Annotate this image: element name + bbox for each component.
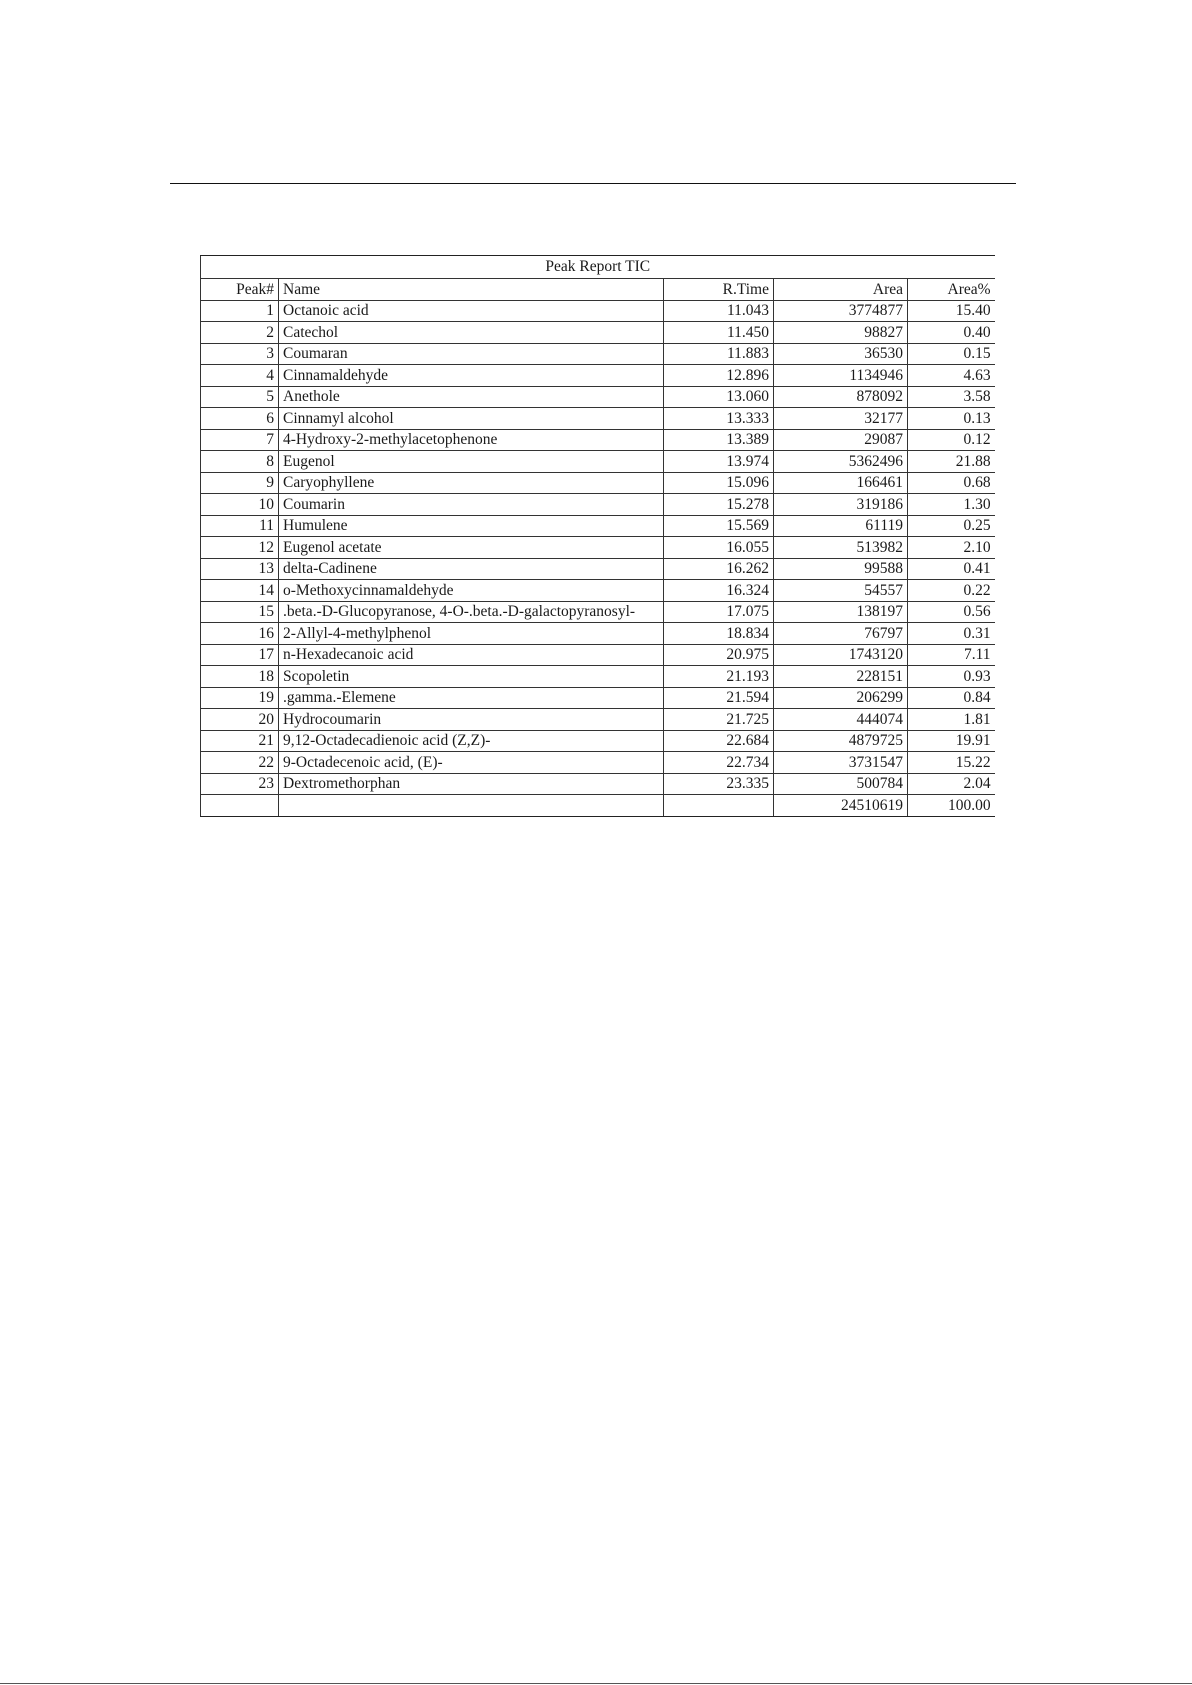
cell-area-pct: 21.88 — [908, 451, 995, 473]
cell-area-pct: 0.12 — [908, 429, 995, 451]
cell-peak: 20 — [201, 709, 279, 731]
cell-rtime: 13.333 — [664, 408, 774, 430]
cell-area: 1743120 — [774, 644, 908, 666]
cell-name: .beta.-D-Glucopyranose, 4-O-.beta.-D-galactopyranosyl- — [279, 601, 664, 623]
cell-name: Cinnamaldehyde — [279, 365, 664, 387]
cell-peak: 4 — [201, 365, 279, 387]
cell-area: 4879725 — [774, 730, 908, 752]
table-row — [201, 515, 995, 537]
cell-rtime: 12.896 — [664, 365, 774, 387]
cell-rtime: 21.594 — [664, 687, 774, 709]
cell-area-pct: 0.31 — [908, 623, 995, 645]
cell-area-pct: 0.25 — [908, 515, 995, 537]
table-row — [201, 601, 995, 623]
cell-area-pct: 2.04 — [908, 773, 995, 795]
total-area-pct: 100.00 — [908, 795, 995, 817]
cell-name: 2-Allyl-4-methylphenol — [279, 623, 664, 645]
cell-area: 1134946 — [774, 365, 908, 387]
cell-area: 36530 — [774, 343, 908, 365]
column-header-area: Area — [774, 279, 908, 301]
cell-name: 9,12-Octadecadienoic acid (Z,Z)- — [279, 730, 664, 752]
cell-area: 76797 — [774, 623, 908, 645]
cell-name: Caryophyllene — [279, 472, 664, 494]
cell-name-empty — [279, 795, 664, 817]
cell-area: 166461 — [774, 472, 908, 494]
cell-area-pct: 0.41 — [908, 558, 995, 580]
cell-area-pct: 0.84 — [908, 687, 995, 709]
cell-peak: 9 — [201, 472, 279, 494]
cell-area: 32177 — [774, 408, 908, 430]
cell-area-pct: 7.11 — [908, 644, 995, 666]
table-row — [201, 343, 995, 365]
table-row — [201, 365, 995, 387]
cell-area-pct: 3.58 — [908, 386, 995, 408]
cell-peak: 22 — [201, 752, 279, 774]
cell-peak: 23 — [201, 773, 279, 795]
cell-name: Scopoletin — [279, 666, 664, 688]
cell-peak: 21 — [201, 730, 279, 752]
cell-rtime: 18.834 — [664, 623, 774, 645]
table-row — [201, 687, 995, 709]
table-row — [201, 773, 995, 795]
cell-rtime: 22.734 — [664, 752, 774, 774]
table-row — [201, 451, 995, 473]
cell-peak: 10 — [201, 494, 279, 516]
cell-area: 3731547 — [774, 752, 908, 774]
cell-area-pct: 2.10 — [908, 537, 995, 559]
cell-area-pct: 1.81 — [908, 709, 995, 731]
cell-name: Coumarin — [279, 494, 664, 516]
table-title: Peak Report TIC — [201, 256, 995, 279]
cell-rtime: 16.324 — [664, 580, 774, 602]
cell-name: Humulene — [279, 515, 664, 537]
cell-rtime: 15.096 — [664, 472, 774, 494]
cell-area-pct: 4.63 — [908, 365, 995, 387]
cell-area-pct: 15.22 — [908, 752, 995, 774]
cell-rtime: 21.725 — [664, 709, 774, 731]
cell-area-pct: 0.40 — [908, 322, 995, 344]
column-header-area-pct: Area% — [908, 279, 995, 301]
cell-peak: 16 — [201, 623, 279, 645]
cell-peak: 17 — [201, 644, 279, 666]
table-row — [201, 580, 995, 602]
table-row — [201, 322, 995, 344]
cell-rtime: 20.975 — [664, 644, 774, 666]
cell-rtime: 11.043 — [664, 300, 774, 322]
cell-rtime: 15.569 — [664, 515, 774, 537]
cell-rtime: 22.684 — [664, 730, 774, 752]
table-row — [201, 429, 995, 451]
cell-peak: 2 — [201, 322, 279, 344]
cell-name: delta-Cadinene — [279, 558, 664, 580]
cell-peak: 5 — [201, 386, 279, 408]
table-row — [201, 623, 995, 645]
cell-area-pct: 0.56 — [908, 601, 995, 623]
cell-rtime-empty — [664, 795, 774, 817]
table-row — [201, 709, 995, 731]
cell-area: 98827 — [774, 322, 908, 344]
cell-area-pct: 0.22 — [908, 580, 995, 602]
cell-peak: 13 — [201, 558, 279, 580]
cell-area: 513982 — [774, 537, 908, 559]
cell-area: 5362496 — [774, 451, 908, 473]
cell-name: Coumaran — [279, 343, 664, 365]
column-header-rtime: R.Time — [664, 279, 774, 301]
cell-area: 878092 — [774, 386, 908, 408]
table-row — [201, 644, 995, 666]
header-rule — [170, 183, 1016, 184]
cell-name: Anethole — [279, 386, 664, 408]
cell-peak-empty — [201, 795, 279, 817]
cell-area: 319186 — [774, 494, 908, 516]
cell-name: 4-Hydroxy-2-methylacetophenone — [279, 429, 664, 451]
table-total-row — [201, 795, 995, 817]
table-row — [201, 300, 995, 322]
cell-area-pct: 15.40 — [908, 300, 995, 322]
cell-rtime: 11.883 — [664, 343, 774, 365]
cell-name: Eugenol — [279, 451, 664, 473]
cell-rtime: 21.193 — [664, 666, 774, 688]
cell-peak: 7 — [201, 429, 279, 451]
column-header-name: Name — [279, 279, 664, 301]
cell-peak: 19 — [201, 687, 279, 709]
cell-rtime: 15.278 — [664, 494, 774, 516]
column-header-peak: Peak# — [201, 279, 279, 301]
cell-rtime: 16.055 — [664, 537, 774, 559]
cell-area: 29087 — [774, 429, 908, 451]
table-row — [201, 408, 995, 430]
table-row — [201, 752, 995, 774]
cell-rtime: 17.075 — [664, 601, 774, 623]
cell-rtime: 13.389 — [664, 429, 774, 451]
table-title-row — [201, 256, 995, 279]
table-row — [201, 494, 995, 516]
cell-area: 228151 — [774, 666, 908, 688]
page-bottom-rule — [0, 1683, 1192, 1684]
cell-area: 444074 — [774, 709, 908, 731]
cell-area: 54557 — [774, 580, 908, 602]
cell-rtime: 16.262 — [664, 558, 774, 580]
total-area: 24510619 — [774, 795, 908, 817]
cell-name: Cinnamyl alcohol — [279, 408, 664, 430]
cell-peak: 6 — [201, 408, 279, 430]
cell-name: Eugenol acetate — [279, 537, 664, 559]
cell-peak: 12 — [201, 537, 279, 559]
cell-area: 99588 — [774, 558, 908, 580]
table-body — [201, 300, 995, 816]
cell-area: 138197 — [774, 601, 908, 623]
table-row — [201, 472, 995, 494]
table-row — [201, 537, 995, 559]
cell-name: n-Hexadecanoic acid — [279, 644, 664, 666]
cell-area: 500784 — [774, 773, 908, 795]
cell-name: Dextromethorphan — [279, 773, 664, 795]
table-row — [201, 730, 995, 752]
cell-name: o-Methoxycinnamaldehyde — [279, 580, 664, 602]
cell-peak: 8 — [201, 451, 279, 473]
cell-peak: 11 — [201, 515, 279, 537]
cell-peak: 1 — [201, 300, 279, 322]
cell-rtime: 13.060 — [664, 386, 774, 408]
cell-name: 9-Octadecenoic acid, (E)- — [279, 752, 664, 774]
cell-rtime: 11.450 — [664, 322, 774, 344]
peak-report-table — [200, 255, 995, 817]
cell-area-pct: 0.68 — [908, 472, 995, 494]
cell-area: 3774877 — [774, 300, 908, 322]
table-row — [201, 666, 995, 688]
cell-peak: 18 — [201, 666, 279, 688]
table-header-row — [201, 279, 995, 301]
cell-rtime: 23.335 — [664, 773, 774, 795]
cell-name: Catechol — [279, 322, 664, 344]
cell-peak: 14 — [201, 580, 279, 602]
table-row — [201, 558, 995, 580]
table-row — [201, 386, 995, 408]
cell-name: Octanoic acid — [279, 300, 664, 322]
cell-area: 61119 — [774, 515, 908, 537]
cell-name: .gamma.-Elemene — [279, 687, 664, 709]
cell-area: 206299 — [774, 687, 908, 709]
cell-area-pct: 0.15 — [908, 343, 995, 365]
cell-rtime: 13.974 — [664, 451, 774, 473]
cell-area-pct: 1.30 — [908, 494, 995, 516]
cell-peak: 15 — [201, 601, 279, 623]
cell-area-pct: 19.91 — [908, 730, 995, 752]
cell-area-pct: 0.13 — [908, 408, 995, 430]
cell-area-pct: 0.93 — [908, 666, 995, 688]
cell-name: Hydrocoumarin — [279, 709, 664, 731]
cell-peak: 3 — [201, 343, 279, 365]
